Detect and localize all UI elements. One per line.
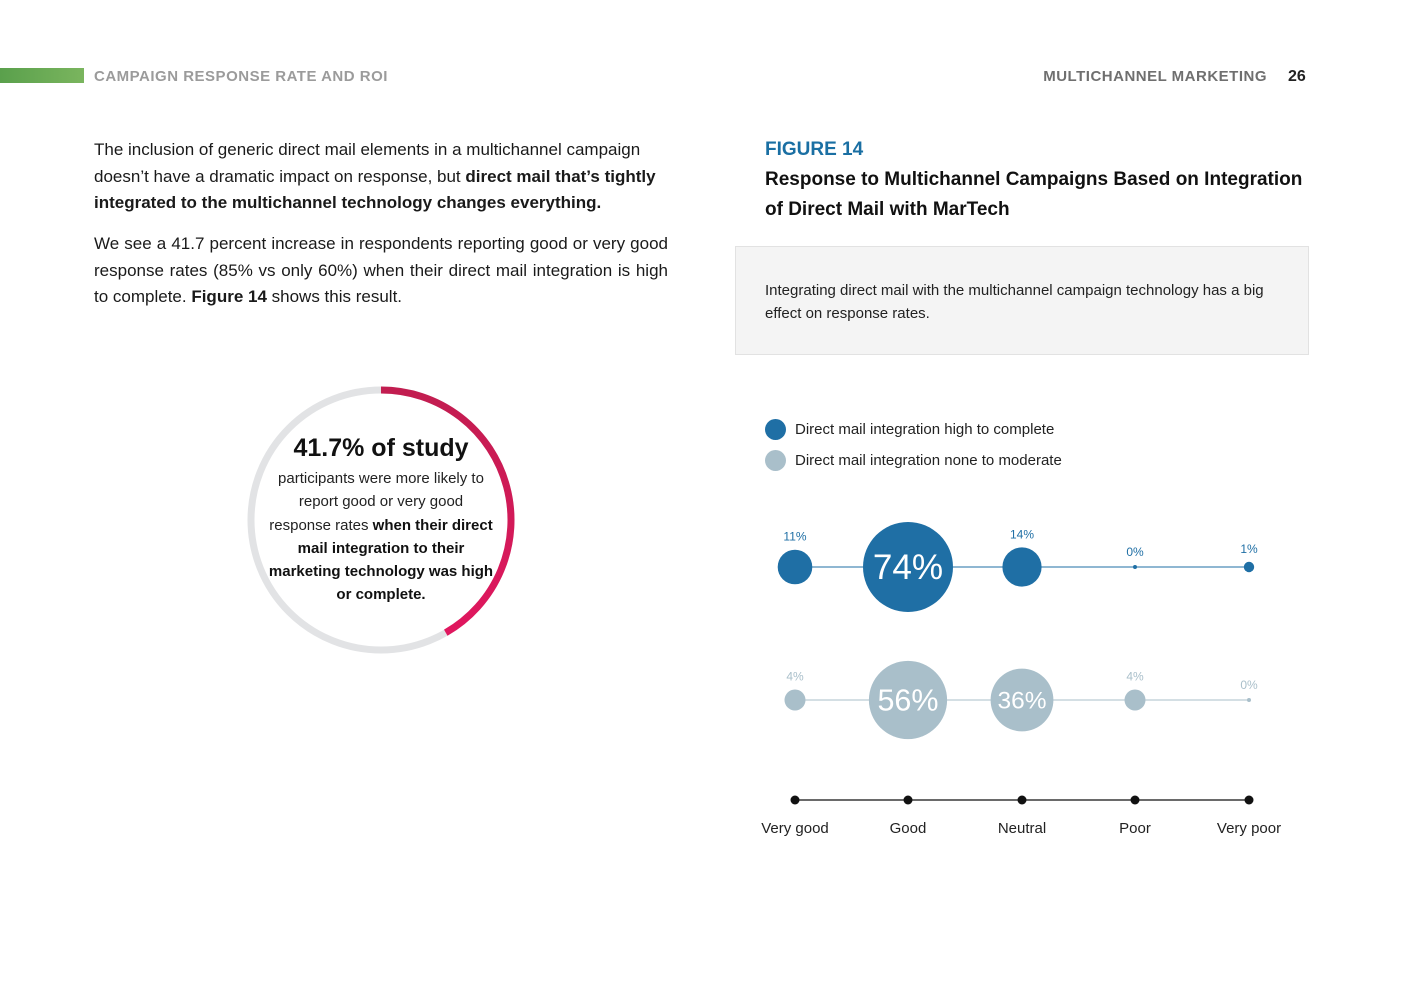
stat-ring-text (268, 434, 494, 607)
stat-headline: 41.7% of study (293, 434, 469, 462)
value-label-s1-0: 4% (786, 669, 804, 684)
figure-label: FIGURE 14 (765, 139, 864, 160)
stat-description-emphasis: when their direct mail integration to their marketing technology was high or complete. (268, 516, 494, 604)
intro-p2-text: We see a 41.7 percent increase in respondents reporting good or very good response rates (85% vs only 60%) when their direct mail integration is high to complete. (94, 234, 668, 306)
category-label-1: Good (889, 820, 927, 837)
value-label-s1-4: 0% (1240, 678, 1258, 692)
legend-label-high: Direct mail integration high to complete (795, 420, 1055, 438)
figure-callout (735, 246, 1309, 355)
intro-paragraph-2 (94, 231, 668, 311)
chapter-title: MULTICHANNEL MARKETING (1043, 68, 1267, 85)
figure-title: Response to Multichannel Campaigns Based on Integration of Direct Mail with MarTech (765, 169, 1303, 220)
category-label-2: Neutral (997, 820, 1047, 837)
category-label-4: Very poor (1216, 820, 1282, 837)
legend-item-high (765, 418, 1054, 440)
axis-tick-2 (1018, 796, 1027, 805)
intro-p1-emphasis: direct mail that’s tightly integrated to the multichannel technology changes everything. (94, 166, 656, 212)
bubble-label-s1-1: 56% (877, 683, 939, 718)
value-label-s1-3: 4% (1126, 669, 1144, 684)
header-accent-bar (0, 68, 84, 83)
bubble-s0-4 (1244, 562, 1254, 572)
bubble-s1-3 (1125, 690, 1146, 711)
bubble-s1-0 (785, 690, 806, 711)
category-label-3: Poor (1119, 820, 1151, 837)
page-number: 26 (1288, 68, 1306, 85)
value-label-s0-3: 0% (1126, 545, 1144, 559)
section-title: CAMPAIGN RESPONSE RATE AND ROI (94, 68, 388, 85)
callout-text: Integrating direct mail with the multichannel campaign technology has a big effect on response rates. (765, 282, 1264, 322)
axis-tick-4 (1245, 796, 1254, 805)
bubble-label-s1-2: 36% (997, 687, 1047, 715)
bubble-s0-3 (1133, 565, 1137, 569)
stat-description-text: participants were more likely to report good or very good response rates (269, 470, 484, 534)
legend-label-low: Direct mail integration none to moderate (795, 451, 1062, 469)
value-label-s0-4: 1% (1240, 541, 1258, 556)
bubble-label-s0-1: 74% (872, 548, 944, 588)
bubble-s0-0 (778, 550, 813, 585)
bubble-s0-2 (1002, 547, 1041, 586)
stat-description (268, 467, 494, 607)
axis-tick-0 (791, 796, 800, 805)
value-label-s0-0: 11% (783, 529, 807, 544)
figure-reference: Figure 14 (191, 287, 267, 306)
value-label-s0-2: 14% (1009, 527, 1035, 542)
axis-tick-3 (1131, 796, 1140, 805)
bubble-chart (740, 515, 1300, 855)
intro-p2-end: shows this result. (266, 287, 403, 306)
category-label-0: Very good (761, 820, 829, 837)
bubble-s1-4 (1247, 698, 1251, 702)
legend-swatch-high (765, 419, 786, 440)
intro-paragraph-1 (94, 137, 668, 217)
axis-tick-1 (904, 796, 913, 805)
legend-item-low (765, 449, 1062, 471)
intro-p1-text: The inclusion of generic direct mail elements in a multichannel campaign doesn’t have a dramatic impact on response, but (94, 140, 641, 186)
legend-swatch-low (765, 450, 786, 471)
